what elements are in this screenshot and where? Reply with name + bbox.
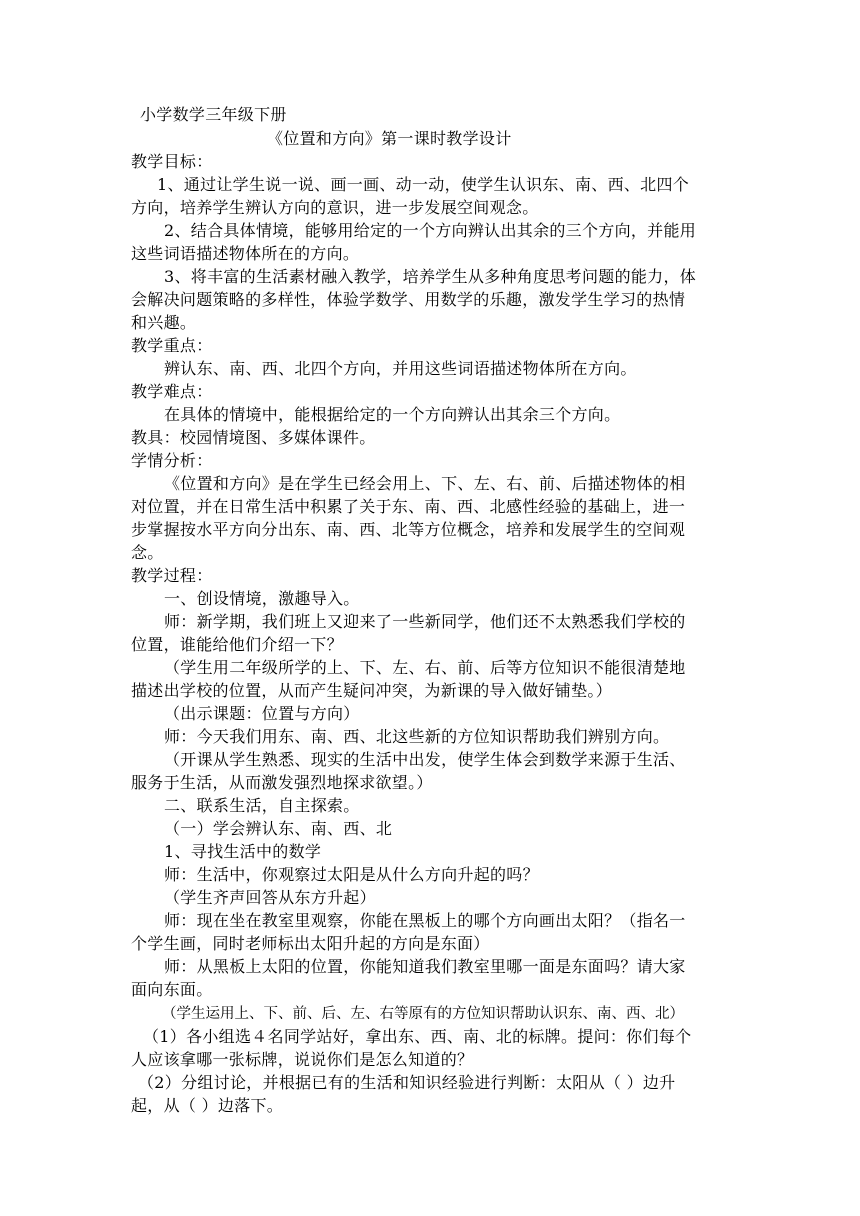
paragraph-line: 师：生活中，你观察过太阳是从什么方向升起的吗？: [164, 865, 539, 884]
section-heading: 教学过程：: [131, 566, 213, 585]
paragraph-line: 方向，培养学生辨认方向的意识，进一步发展空间观念。: [131, 198, 539, 217]
document-title: 《位置和方向》第一课时教学设计: [267, 129, 512, 148]
document-header: 小学数学三年级下册: [140, 105, 287, 124]
paragraph-line: 师：今天我们用东、南、西、北这些新的方位知识帮助我们辨别方向。: [164, 727, 670, 746]
paragraph-line: （一）学会辨认东、南、西、北: [164, 819, 393, 838]
paragraph-line: 描述出学校的位置，从而产生疑问冲突，为新课的导入做好铺垫。）: [131, 681, 613, 700]
paragraph-line: 面向东面。: [131, 980, 213, 999]
paragraph-line: （学生运用上、下、前、后、左、右等原有的方位知识帮助认识东、南、西、北）: [162, 1006, 684, 1022]
paragraph-line: 位置，谁能给他们介绍一下？: [131, 635, 343, 654]
paragraph-line: 个学生画，同时老师标出太阳升起的方向是东面）: [131, 934, 490, 953]
paragraph-line: 念。: [131, 543, 164, 562]
paragraph-line: 1、寻找生活中的数学: [164, 842, 322, 861]
paragraph-line: （学生用二年级所学的上、下、左、右、前、后等方位知识不能很清楚地: [164, 658, 686, 677]
paragraph-line: 二、联系生活，自主探索。: [164, 796, 360, 815]
paragraph-line: 和兴趣。: [131, 313, 197, 332]
paragraph-line: （1）各小组选４名同学站好，拿出东、西、南、北的标牌。提问：你们每个: [143, 1027, 692, 1046]
paragraph-line: 师：现在坐在教室里观察，你能在黑板上的哪个方向画出太阳？（指名一: [164, 911, 686, 930]
paragraph-line: 起，从（ ）边落下。: [131, 1096, 284, 1115]
paragraph-line: 《位置和方向》是在学生已经会用上、下、左、右、前、后描述物体的相: [164, 474, 686, 493]
section-heading: 教学难点：: [131, 382, 213, 401]
paragraph-line: 2、结合具体情境，能够用给定的一个方向辨认出其余的三个方向，并能用: [164, 221, 697, 240]
paragraph-line: 3、将丰富的生活素材融入教学，培养学生从多种角度思考问题的能力，体: [164, 267, 697, 286]
paragraph-line: 教具：校园情境图、多媒体课件。: [131, 428, 376, 447]
section-heading: 教学目标：: [131, 152, 213, 171]
paragraph-line: 步掌握按水平方向分出东、南、西、北等方位概念，培养和发展学生的空间观: [131, 520, 686, 539]
paragraph-line: 师：从黑板上太阳的位置，你能知道我们教室里哪一面是东面吗？请大家: [164, 957, 686, 976]
paragraph-line: 会解决问题策略的多样性，体验学数学、用数学的乐趣，激发学生学习的热情: [131, 290, 686, 309]
paragraph-line: 服务于生活，从而激发强烈地探求欲望。）: [131, 773, 433, 792]
paragraph-line: 1、通过让学生说一说、画一画、动一动，使学生认识东、南、西、北四个: [157, 175, 690, 194]
paragraph-line: 这些词语描述物体所在的方向。: [131, 244, 360, 263]
paragraph-line: （2）分组讨论，并根据已有的生活和知识经验进行判断：太阳从（ ）边升: [138, 1073, 676, 1092]
paragraph-line: （出示课题：位置与方向）: [164, 704, 360, 723]
paragraph-line: 在具体的情境中，能根据给定的一个方向辨认出其余三个方向。: [164, 405, 621, 424]
paragraph-line: 一、创设情境，激趣导入。: [164, 589, 360, 608]
paragraph-line: 师：新学期，我们班上又迎来了一些新同学，他们还不太熟悉我们学校的: [164, 612, 686, 631]
paragraph-line: 辨认东、南、西、北四个方向，并用这些词语描述物体所在方向。: [164, 359, 637, 378]
paragraph-line: 人应该拿哪一张标牌，说说你们是怎么知道的？: [131, 1050, 474, 1069]
section-heading: 教学重点：: [131, 336, 213, 355]
paragraph-line: （开课从学生熟悉、现实的生活中出发，使学生体会到数学来源于生活、: [164, 750, 686, 769]
paragraph-line: 对位置，并在日常生活中积累了关于东、南、西、北感性经验的基础上，进一: [131, 497, 686, 516]
paragraph-line: （学生齐声回答从东方升起）: [164, 888, 376, 907]
section-heading: 学情分析：: [131, 451, 213, 470]
